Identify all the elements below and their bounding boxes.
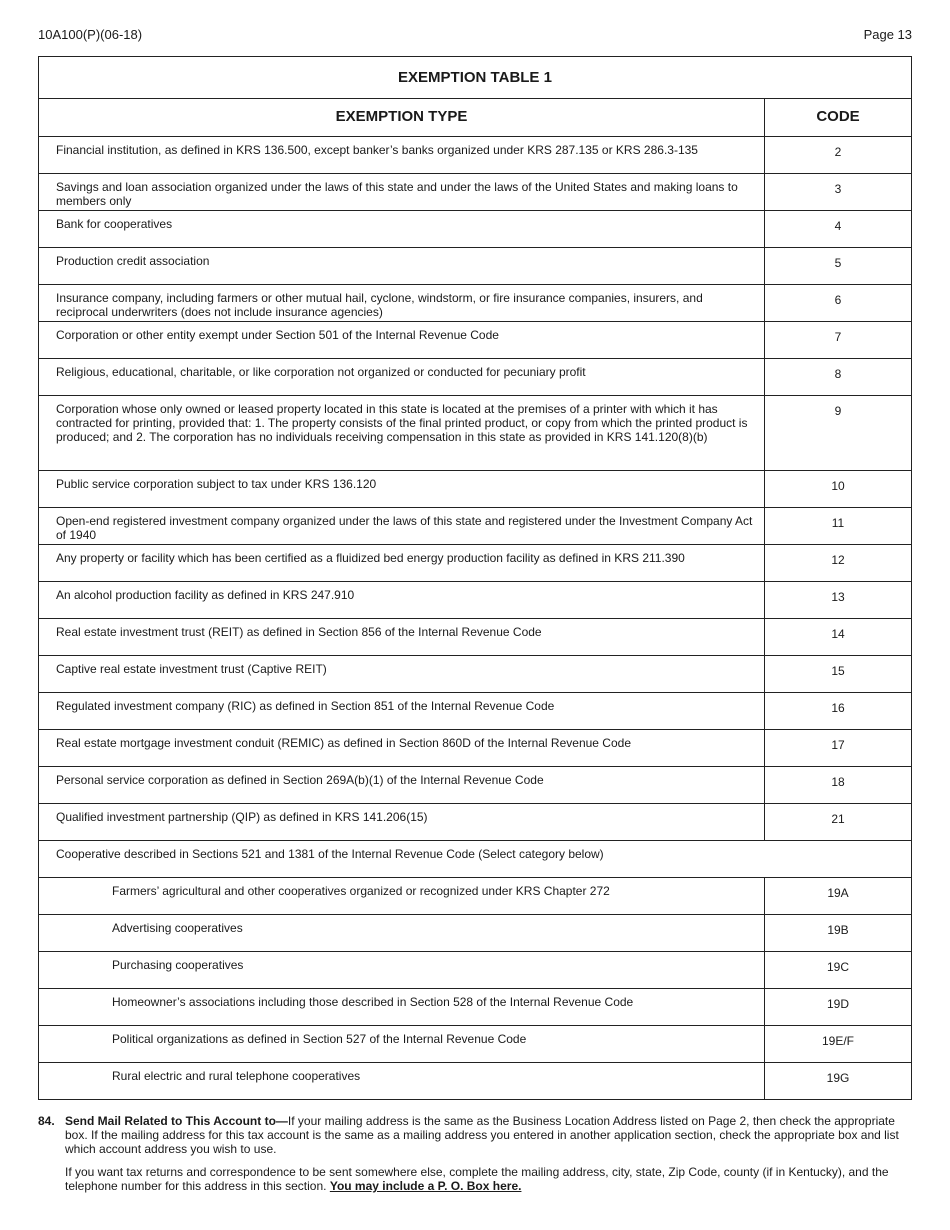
exemption-code: 5 — [834, 256, 842, 270]
exemption-type: Corporation or other entity exempt under Section 501 of the Internal Revenue Code — [39, 322, 765, 358]
note-paragraph-1 — [38, 1114, 912, 1156]
cooperative-heading: Cooperative described in Sections 521 and 1381 of the Internal Revenue Code (Select category below) — [56, 847, 604, 861]
table-row — [39, 730, 911, 767]
table-row — [39, 656, 911, 693]
table-row — [39, 767, 911, 804]
table-title: EXEMPTION TABLE 1 — [39, 57, 911, 99]
exemption-type: Production credit association — [39, 248, 765, 284]
exemption-type: Open-end registered investment company organized under the laws of this state and registered under the Investment Company Act of 1940 — [39, 508, 765, 544]
form-id: 10A100(P)(06-18) — [38, 27, 143, 42]
exemption-type: Homeowner’s associations including those described in Section 528 of the Internal Revenue Code — [39, 989, 765, 1025]
table-row — [39, 545, 911, 582]
exemption-code: 11 — [831, 516, 845, 530]
table-row — [39, 248, 911, 285]
exemption-type: Purchasing cooperatives — [39, 952, 765, 988]
note-body: If your mailing address is the same as the Business Location Address listed on Page 2, then check the appropriate box. If the mailing address for this tax account is the same as a mailing address you entered in another application section, check the appropriate box and list which account address you wish to use. — [65, 1114, 899, 1156]
exemption-code: 19E/F — [821, 1034, 854, 1048]
table-row — [39, 211, 911, 248]
exemption-type: Qualified investment partnership (QIP) as defined in KRS 141.206(15) — [39, 804, 765, 840]
note-body-2: If you want tax returns and correspondence to be sent somewhere else, complete the mailing address, city, state, Zip Code, county (if in Kentucky), and the telephone number for this address in this section. — [65, 1165, 889, 1193]
exemption-code: 12 — [831, 553, 845, 567]
table-row — [39, 322, 911, 359]
table-row — [39, 582, 911, 619]
exemption-type: Bank for cooperatives — [39, 211, 765, 247]
exemption-type: An alcohol production facility as defined in KRS 247.910 — [39, 582, 765, 618]
exemption-code: 9 — [834, 404, 842, 418]
exemption-code: 3 — [834, 182, 842, 196]
exemption-code: 8 — [834, 367, 842, 381]
exemption-code: 13 — [831, 590, 845, 604]
exemption-code: 19D — [826, 997, 849, 1011]
table-row — [39, 619, 911, 656]
exemption-code: 19B — [827, 923, 849, 937]
exemption-code: 10 — [831, 479, 845, 493]
exemption-code: 2 — [834, 145, 842, 159]
table-row — [39, 285, 911, 322]
table-row — [39, 804, 911, 841]
exemption-code: 17 — [831, 738, 845, 752]
exemption-type: Any property or facility which has been certified as a fluidized bed energy production facility as defined in KRS 211.390 — [39, 545, 765, 581]
exemption-code: 6 — [834, 293, 842, 307]
exemption-type: Real estate investment trust (REIT) as defined in Section 856 of the Internal Revenue Code — [39, 619, 765, 655]
exemption-code: 14 — [831, 627, 845, 641]
exemption-type: Insurance company, including farmers or other mutual hail, cyclone, windstorm, or fire insurance companies, insurers, and reciprocal underwriters (does not include insurance agencies) — [39, 285, 765, 321]
table-row — [39, 137, 911, 174]
exemption-type: Savings and loan association organized under the laws of this state and under the laws of the United States and making loans to members only — [39, 174, 765, 210]
po-box-emphasis: You may include a P. O. Box here. — [329, 1179, 522, 1193]
note-number: 84. — [38, 1114, 55, 1128]
exemption-code: 16 — [831, 701, 845, 715]
exemption-code: 19C — [826, 960, 849, 974]
exemption-type: Captive real estate investment trust (Captive REIT) — [39, 656, 765, 692]
page-number: Page 13 — [863, 27, 912, 42]
table-row — [39, 396, 911, 471]
exemption-type: Personal service corporation as defined in Section 269A(b)(1) of the Internal Revenue Code — [39, 767, 765, 803]
exemption-code: 15 — [831, 664, 845, 678]
column-header-type: EXEMPTION TYPE — [39, 99, 765, 136]
exemption-code: 21 — [831, 812, 845, 826]
note-paragraph-2 — [38, 1165, 912, 1193]
table-header-row — [39, 99, 911, 137]
exemption-type: Rural electric and rural telephone cooperatives — [39, 1063, 765, 1099]
table-row — [39, 1063, 911, 1099]
exemption-type: Financial institution, as defined in KRS 136.500, except banker’s banks organized under KRS 287.135 or KRS 286.3-135 — [39, 137, 765, 173]
exemption-code: 18 — [831, 775, 845, 789]
table-row — [39, 693, 911, 730]
exemption-code: 7 — [834, 330, 842, 344]
exemption-code: 19G — [826, 1071, 850, 1085]
table-row — [39, 989, 911, 1026]
cooperative-heading-row — [39, 841, 911, 878]
exemption-type: Real estate mortgage investment conduit (REMIC) as defined in Section 860D of the Internal Revenue Code — [39, 730, 765, 766]
table-row — [39, 878, 911, 915]
table-row — [39, 1026, 911, 1063]
exemption-code: 4 — [834, 219, 842, 233]
section-84-note — [38, 1114, 912, 1193]
table-row — [39, 174, 911, 211]
exemption-type: Corporation whose only owned or leased property located in this state is located at the premises of a printer with which it has contracted for printing, provided that: 1. The property consists of the final printed product, or copy from which the printed product is produced; and 2. The corporation has no individuals receiving compensation in this state as provided in KRS 141.120(8)(b) — [39, 396, 765, 470]
exemption-type: Farmers’ agricultural and other cooperatives organized or recognized under KRS Chapter 272 — [39, 878, 765, 914]
table-row — [39, 915, 911, 952]
table-row — [39, 359, 911, 396]
exemption-type: Public service corporation subject to tax under KRS 136.120 — [39, 471, 765, 507]
exemption-type: Political organizations as defined in Section 527 of the Internal Revenue Code — [39, 1026, 765, 1062]
exemption-table — [38, 56, 912, 1100]
note-heading: Send Mail Related to This Account to— — [65, 1114, 288, 1128]
table-row — [39, 471, 911, 508]
table-row — [39, 508, 911, 545]
exemption-type: Regulated investment company (RIC) as defined in Section 851 of the Internal Revenue Code — [39, 693, 765, 729]
note-text — [65, 1114, 912, 1156]
exemption-type: Advertising cooperatives — [39, 915, 765, 951]
exemption-code: 19A — [827, 886, 849, 900]
exemption-type: Religious, educational, charitable, or like corporation not organized or conducted for pecuniary profit — [39, 359, 765, 395]
table-row — [39, 952, 911, 989]
column-header-code: CODE — [816, 108, 860, 125]
